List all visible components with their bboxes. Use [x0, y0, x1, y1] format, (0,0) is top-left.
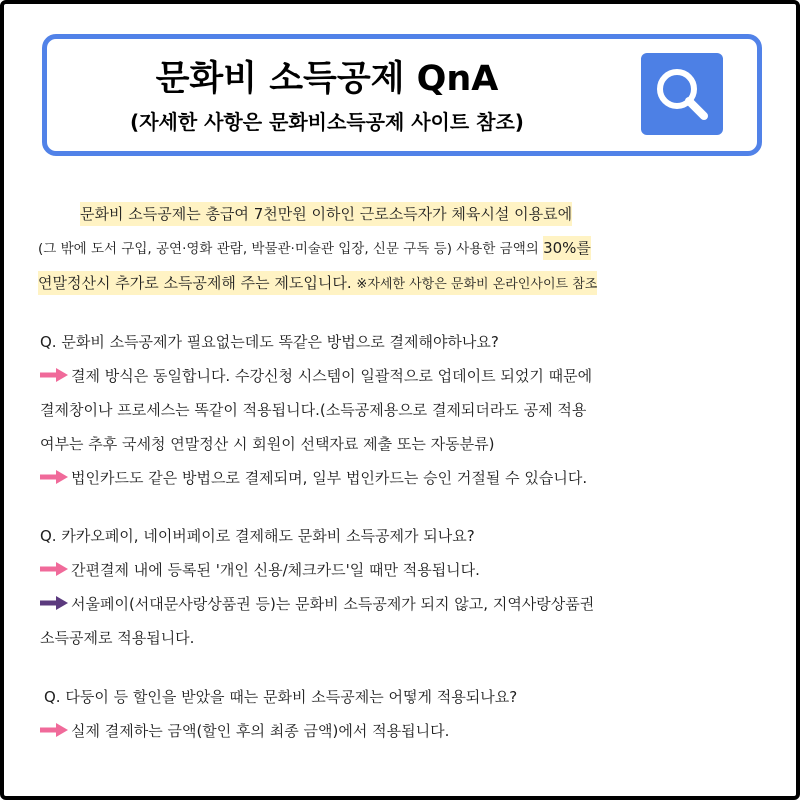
answer-2-2-line-2: 소득공제로 적용됩니다.: [40, 629, 195, 647]
question-3: Q. 다둥이 등 할인을 받았을 때는 문화비 소득공제는 어떻게 적용되나요?: [44, 688, 518, 706]
arrow-right-icon: [40, 470, 68, 484]
answer-2-2-line-1: 서울페이(서대문사랑상품권 등)는 문화비 소득공제가 되지 않고, 지역사랑상품권: [71, 595, 595, 613]
qa-block-1: [40, 325, 770, 495]
page-subtitle: (자세한 사항은 문화비소득공제 사이트 참조): [130, 110, 524, 134]
answer-2-1-line-1: 간편결제 내에 등록된 '개인 신용/체크카드'일 때만 적용됩니다.: [71, 561, 480, 579]
arrow-right-icon: [40, 562, 68, 576]
intro-note: ※자세한 사항은 문화비 온라인사이트 참조: [356, 277, 598, 292]
intro-line-2b: 30%를: [543, 236, 591, 260]
question-1: Q. 문화비 소득공제가 필요없는데도 똑같은 방법으로 결제해야하나요?: [40, 333, 499, 351]
answer-1-2-line-1: 법인카드도 같은 방법으로 결제되며, 일부 법인카드는 승인 거절될 수 있습니다.: [71, 469, 588, 487]
page-title: 문화비 소득공제 QnA: [155, 59, 499, 99]
answer-1-1-line-2: 결제창이나 프로세스는 똑같이 적용됩니다.(소득공제용으로 결제되더라도 공제 적용: [40, 401, 587, 419]
intro-line-3a: 연말정산시 추가로 소득공제해 주는 제도입니다.: [38, 274, 357, 292]
qa-block-3: [40, 680, 770, 748]
intro-paragraph: [38, 197, 768, 302]
qa-block-2: [40, 519, 770, 655]
search-icon: [641, 53, 723, 135]
question-2: Q. 카카오페이, 네이버페이로 결제해도 문화비 소득공제가 되나요?: [40, 527, 475, 545]
arrow-right-icon: [40, 368, 68, 382]
answer-3-1-line-1: 실제 결제하는 금액(할인 후의 최종 금액)에서 적용됩니다.: [71, 722, 450, 740]
intro-line-1: 문화비 소득공제는 총급여 7천만원 이하인 근로소득자가 체육시설 이용료에: [80, 202, 572, 226]
intro-line-2a: (그 밖에 도서 구입, 공연·영화 관람, 박물관·미술관 입장, 신문 구독 등) 사용한 금액의: [38, 241, 544, 257]
arrow-right-icon: [40, 723, 68, 737]
answer-1-1-line-3: 여부는 추후 국세청 연말정산 시 회원이 선택자료 제출 또는 자동분류): [40, 435, 495, 453]
answer-1-1-line-1: 결제 방식은 동일합니다. 수강신청 시스템이 일괄적으로 업데이트 되었기 때문에: [71, 367, 593, 385]
arrow-right-icon: [40, 596, 68, 610]
header-box: [42, 34, 762, 156]
search-button[interactable]: [641, 53, 723, 135]
